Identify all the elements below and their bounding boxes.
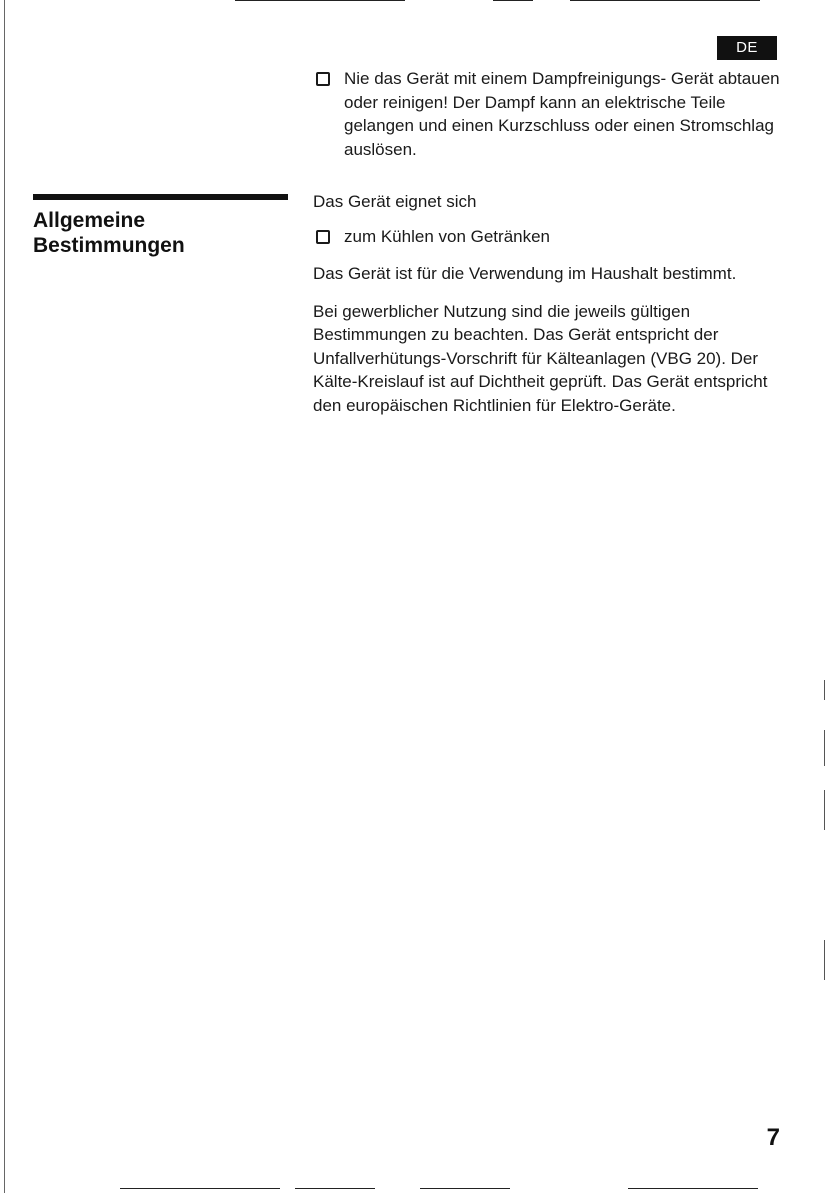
left-edge-line — [4, 0, 5, 1193]
top-edge-line-3 — [570, 0, 760, 1]
language-badge: DE — [717, 36, 777, 60]
bottom-edge-line-3 — [420, 1188, 510, 1189]
checkbox-bullet-icon — [316, 72, 330, 86]
suitability-intro: Das Gerät eignet sich — [313, 192, 477, 211]
suitability-bullet-item — [313, 225, 783, 249]
commercial-use-paragraph: Bei gewerblicher Nutzung sind die jeweils gültigen Bestimmungen zu beachten. Das Gerät entspricht der Unfallverhütungs-Vorschrift für Kälteanlagen (VBG 20). Der Kälte-Kreislauf ist auf Dichtheit geprüft. Das Gerät entspricht den europäischen Richtlinien für Elektro-Geräte. — [313, 301, 768, 415]
right-edge-mark-2 — [824, 730, 825, 766]
top-edge-line-1 — [235, 0, 405, 1]
page-number: 7 — [766, 1124, 780, 1151]
checkbox-bullet-icon — [316, 230, 330, 244]
section-heading-line-2: Bestimmungen — [33, 234, 185, 257]
section-heading-line-1: Allgemeine — [33, 209, 146, 232]
bottom-edge-line-2 — [295, 1188, 375, 1189]
warning-bullet-text: Nie das Gerät mit einem Dampfreinigungs- Gerät abtauen oder reinigen! Der Dampf kann an elektrische Teile gelangen und einen Kurzschluss oder einen Stromschlag auslösen. — [344, 69, 780, 159]
main-content — [313, 67, 783, 417]
section-rule — [33, 194, 288, 200]
section-heading — [33, 208, 293, 258]
right-edge-mark-3 — [824, 790, 825, 830]
bottom-edge-line-4 — [628, 1188, 758, 1189]
top-edge-line-2 — [493, 0, 533, 1]
right-edge-mark-4 — [824, 940, 825, 980]
bottom-edge-line-1 — [120, 1188, 280, 1189]
warning-bullet-item — [313, 67, 783, 161]
right-edge-mark-1 — [824, 680, 825, 700]
suitability-bullet-text: zum Kühlen von Getränken — [344, 226, 551, 246]
household-use-paragraph: Das Gerät ist für die Verwendung im Haushalt bestimmt. — [313, 264, 737, 283]
